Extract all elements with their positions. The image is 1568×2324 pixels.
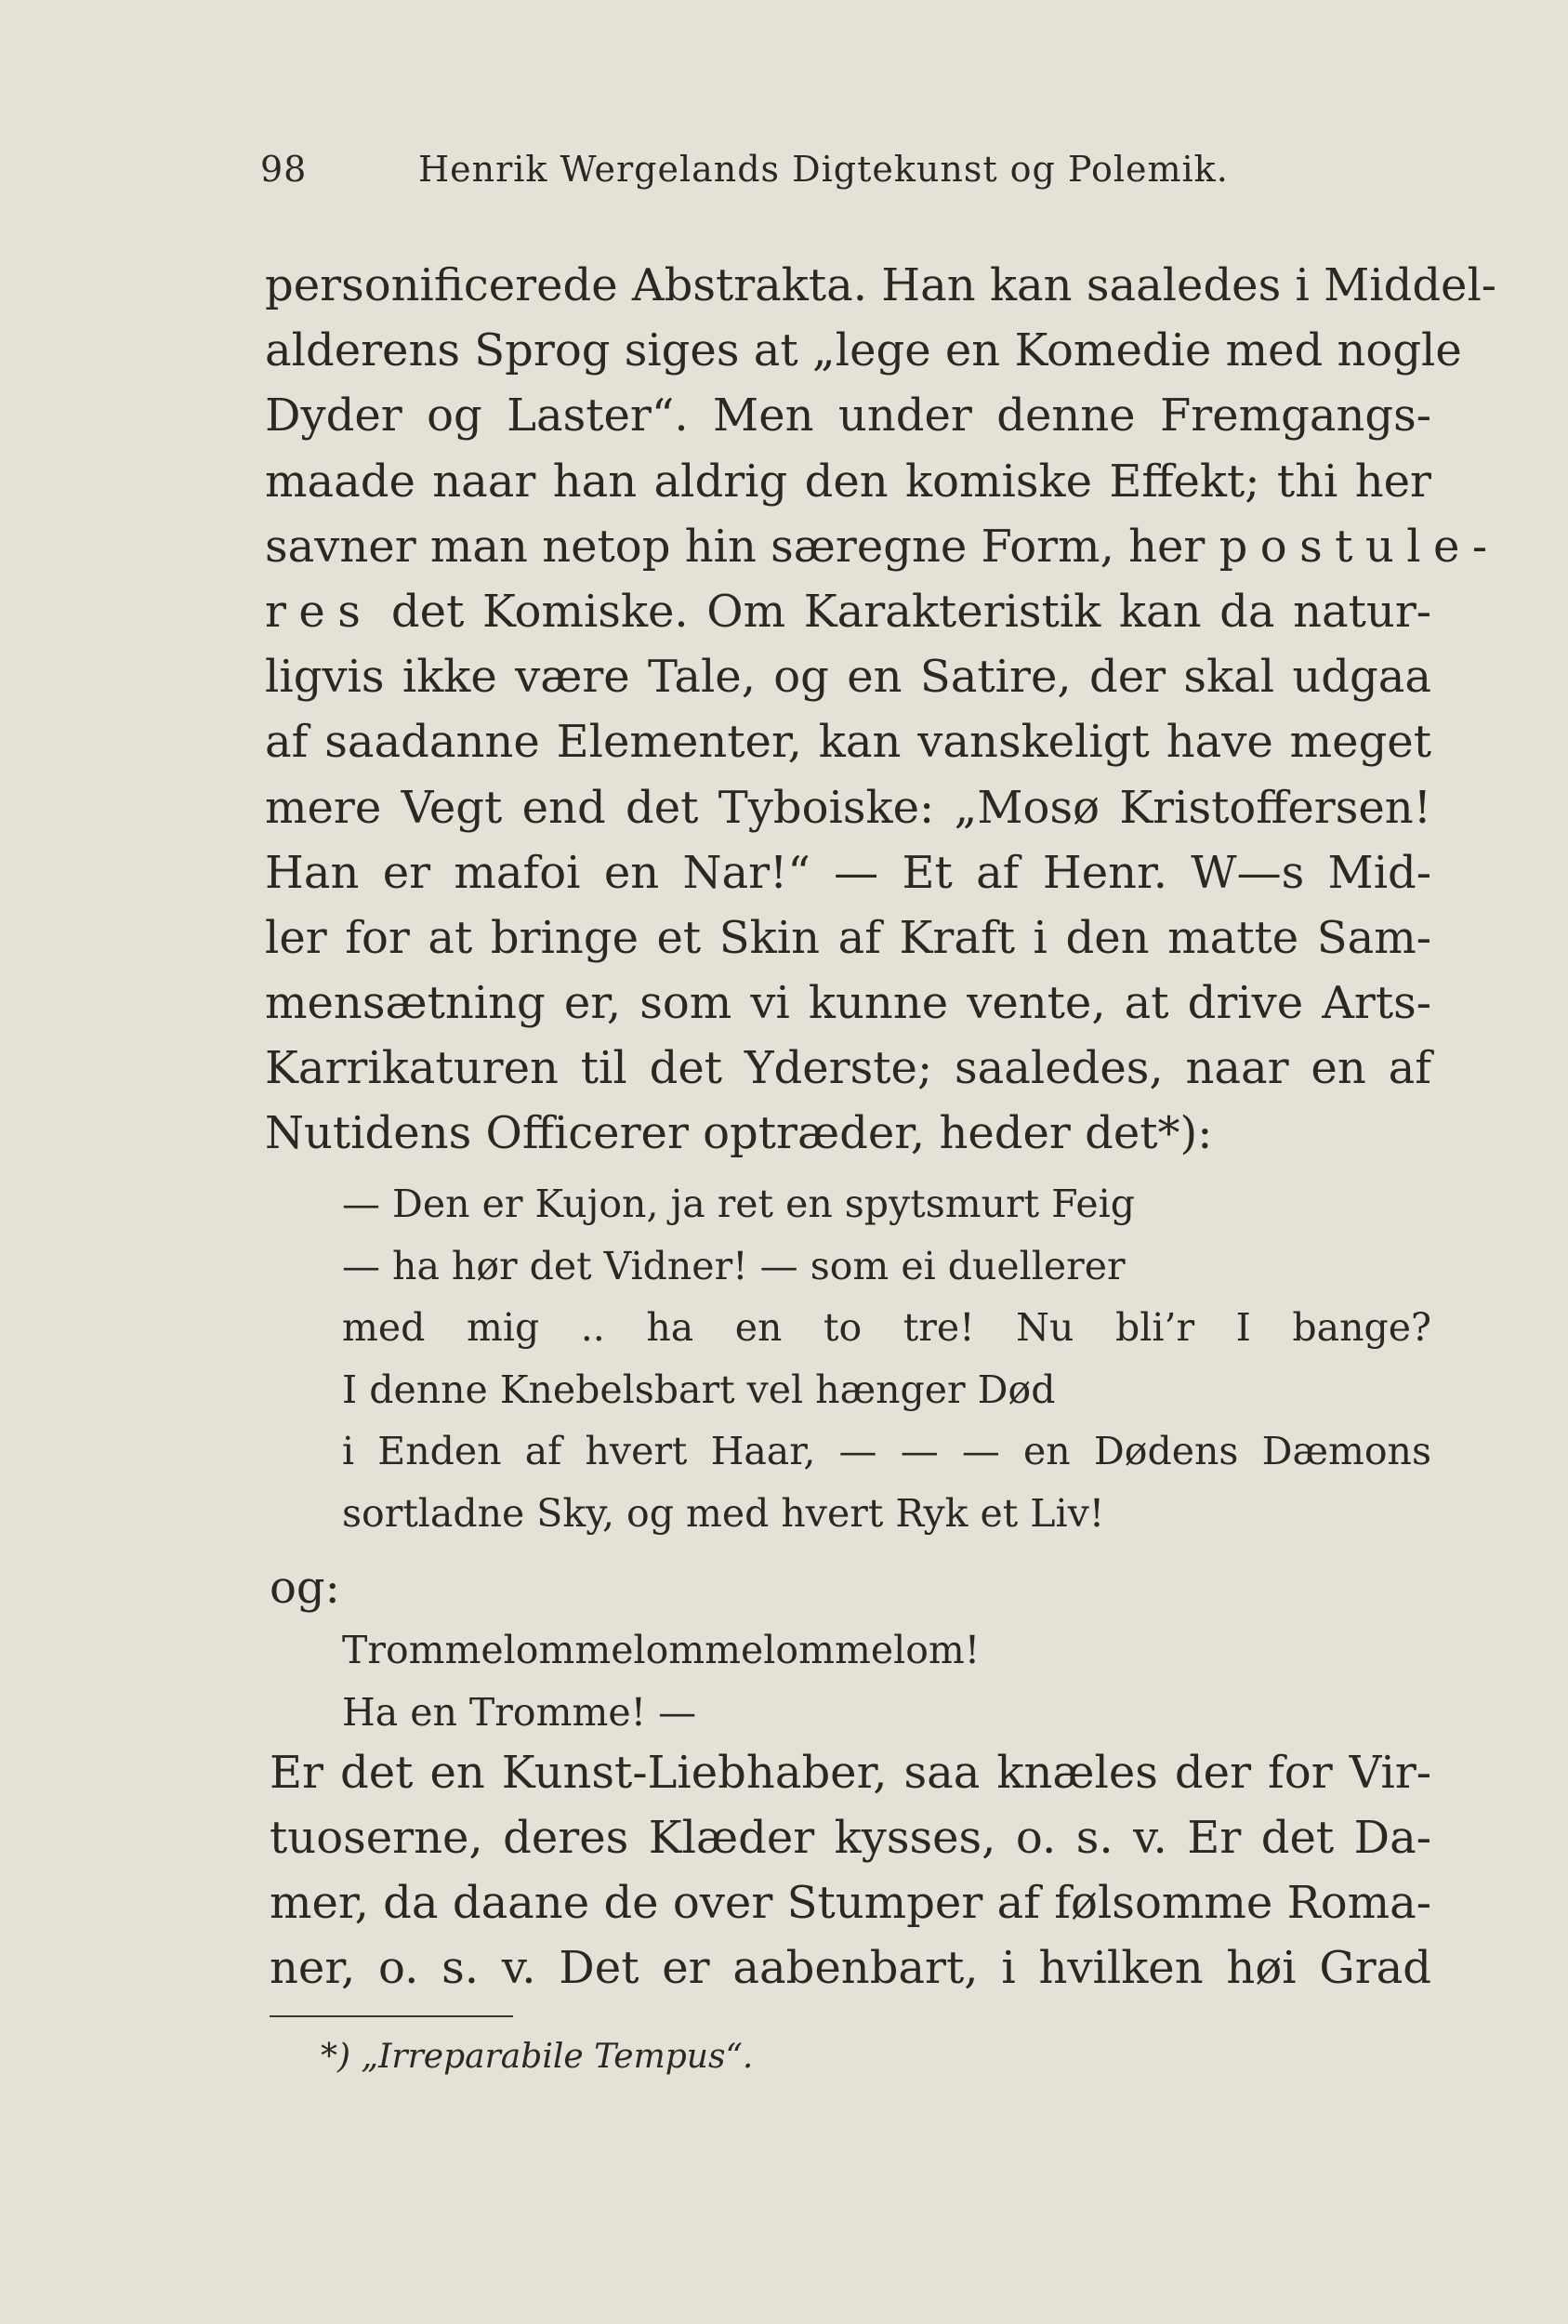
text-line: Trommelommelommelommelom!: [342, 1628, 981, 1672]
text-line: maade naar han aldrig den komiske Effekt; thi her: [265, 455, 1431, 508]
text-line: ner, o. s. v. Det er aabenbart, i hvilken høi Grad: [270, 1942, 1431, 1994]
text-line: [265, 579, 1431, 644]
text-line: ligvis ikke være Tale, og en Satire, der skal udgaa: [265, 651, 1431, 704]
text-line: Han er mafoi en Nar!“ — Et af Henr. W—s Mid-: [265, 846, 1431, 899]
spaced-emphasis: res: [265, 585, 374, 638]
text-line: — ha hør det Vidner! — som ei duellerer: [342, 1243, 1126, 1288]
text-line: med mig .. ha en to tre! Nu bli’r I bange?: [342, 1305, 1431, 1350]
text-line: alderens Sprog siges at „lege en Komedie med nogle: [265, 324, 1462, 377]
paragraph-1: [265, 253, 1500, 1167]
text-line: — Den er Kujon, ja ret en spytsmurt Feig: [342, 1182, 1135, 1226]
text-segment: det Komiske. Om Karakteristik kan da natur-: [373, 585, 1431, 638]
spaced-emphasis: postule-: [1219, 520, 1500, 573]
text-line: Nutidens Officerer optræder, heder det*):: [265, 1107, 1213, 1160]
text-line: mere Vegt end det Tyboiske: „Mosø Kristoffersen!: [265, 781, 1431, 834]
text-line: I denne Knebelsbart vel hænger Død: [342, 1367, 1056, 1412]
footnote-divider: [270, 2015, 513, 2017]
verse-quote-1: [342, 1173, 1431, 1544]
text-line: Karrikaturen til det Yderste; saaledes, naar en af: [265, 1042, 1431, 1095]
text-segment: savner man netop hin særegne Form, her: [265, 520, 1219, 573]
text-line: tuoserne, deres Klæder kysses, o. s. v. Er det Da-: [270, 1812, 1431, 1864]
text-line: personificerede Abstrakta. Han kan saaledes i Middel-: [265, 259, 1497, 311]
running-header: [260, 149, 1269, 201]
footnote: [321, 2038, 753, 2076]
text-line: Er det en Kunst-Liebhaber, saa knæles der for Vir-: [270, 1747, 1431, 1799]
text-line: [265, 514, 1500, 579]
paragraph-2: [270, 1740, 1431, 2000]
verse-connector: og:: [270, 1562, 340, 1614]
text-line: mer, da daane de over Stumper af følsomme Roma-: [270, 1877, 1431, 1929]
verse-quote-2: [342, 1619, 1431, 1743]
text-line: ler for at bringe et Skin af Kraft i den matte Sam-: [265, 911, 1431, 964]
footnote-marker: *): [321, 2038, 351, 2076]
page-number: 98: [260, 149, 308, 190]
text-line: sortladne Sky, og med hvert Ryk et Liv!: [342, 1490, 1105, 1536]
text-line: af saadanne Elementer, kan vanskeligt have meget: [265, 716, 1431, 769]
text-line: Ha en Tromme! —: [342, 1689, 697, 1735]
footnote-text: „Irreparabile Tempus“.: [361, 2038, 754, 2076]
text-line: i Enden af hvert Haar, — — — en Dødens Dæmons: [342, 1429, 1431, 1473]
running-title: Henrik Wergelands Digtekunst og Polemik.: [418, 149, 1229, 190]
text-line: mensætning er, som vi kunne vente, at drive Arts-: [265, 977, 1431, 1030]
text-line: Dyder og Laster“. Men under denne Fremgangs-: [265, 390, 1431, 442]
